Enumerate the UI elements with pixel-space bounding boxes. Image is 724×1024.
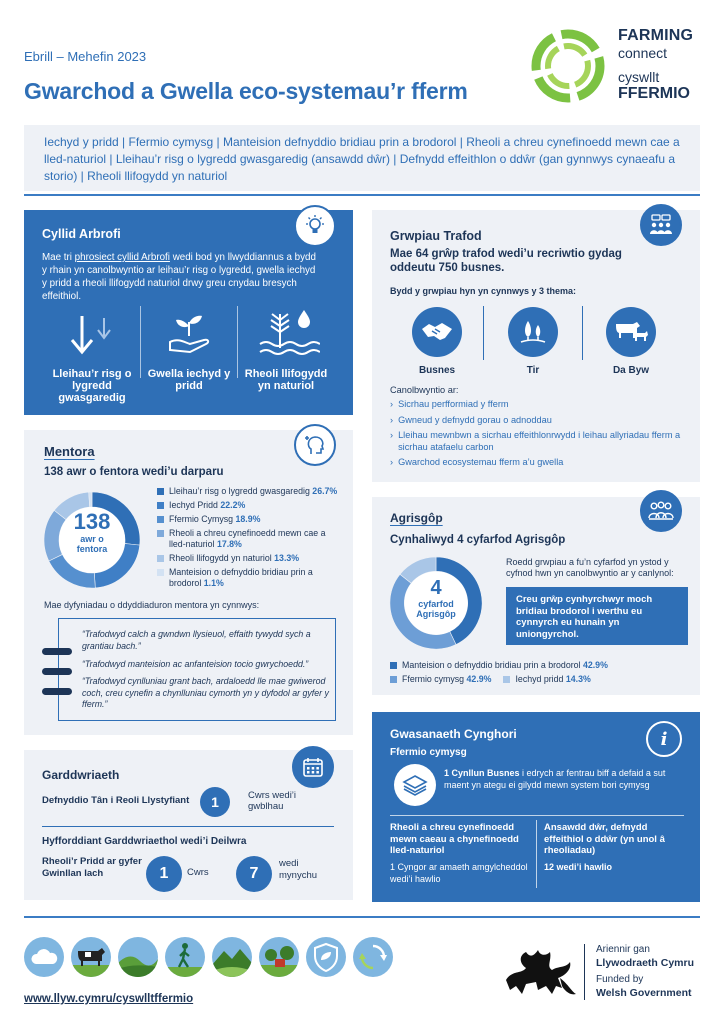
info-badge — [646, 721, 682, 757]
people-group-icon — [648, 500, 674, 522]
cow-icon — [71, 937, 111, 977]
gardd-row2-unit1: Cwrs — [187, 867, 209, 878]
quote-3: “Trafodwyd cynlluniau grant bach, ardaloedd lle mae gwiwerod coch, creu cynefin a chynlluniau cymorth yn y dyfodol ar gyfer y fferm.” — [82, 676, 329, 709]
cloud-icon — [24, 937, 64, 977]
grwpiau-headline: Mae 64 grŵp trafod wedi’u recriwtio gydag oddeutu 750 busnes. — [390, 248, 622, 274]
gwas-left-title: Rheoli a chreu cynefinoedd mewn caeau a chynefinoedd lled-naturiol — [390, 822, 519, 856]
info-icon: i — [660, 728, 668, 750]
plan-badge — [394, 764, 436, 806]
agri-legend: Manteision o defnyddio bridiau prin a brodorol 42.9% Ffermio cymysg 42.9% Iechyd pridd 14.3% — [390, 660, 690, 688]
legend-item: Rheoli a chreu cynefinoedd mewn cae a lled-naturiol 17.8% — [157, 528, 342, 550]
welsh-dragon-icon — [500, 940, 580, 1004]
gardd-row1-label: Defnyddio Tân i Reoli Llystyfiant — [42, 795, 190, 806]
agri-donut-number: 4 — [430, 577, 442, 599]
page-title: Gwarchod a Gwella eco-systemau’r fferm — [24, 78, 468, 104]
farming-connect-logo-text: FARMING connect cyswllt FFERMIO — [618, 27, 694, 102]
gardd-title: Garddwriaeth — [42, 768, 120, 782]
calendar-icon — [302, 756, 324, 778]
divider — [582, 306, 583, 360]
mentora-panel — [24, 430, 353, 735]
focus-item: › Sicrhau perfformiad y fferm — [390, 399, 509, 409]
lightbulb-icon — [303, 214, 327, 238]
agri-group-badge — [640, 490, 682, 532]
mentora-title: Mentora — [44, 444, 95, 459]
walker-icon — [165, 937, 205, 977]
cyllid-project-link[interactable]: phrosiect cyllid Arbrofi — [74, 252, 170, 263]
agri-intro: Roedd grwpiau a fu’n cyfarfod yn ystod y cyfnod hwn yn canolbwyntio ar y canlynol: — [506, 557, 674, 578]
mentor-badge — [294, 424, 336, 466]
gwas-subtitle: Ffermio cymysg — [390, 747, 467, 758]
chevron-right-icon: › — [390, 414, 394, 425]
chevron-right-icon: › — [390, 399, 394, 409]
farm-icon — [259, 937, 299, 977]
gardd-row1-number: 1 — [200, 787, 230, 817]
cyllid-outcome-soil: Gwella iechyd y pridd — [147, 368, 231, 392]
gwas-right-title: Ansawdd dŵr, defnydd effeithiol o ddŵr (yn unol â rheoliadau) — [544, 822, 665, 856]
agri-title: Agrisgôp — [390, 511, 443, 525]
business-theme-circle — [412, 307, 462, 357]
legend-swatch — [157, 555, 164, 562]
gardd-row2-number2: 7 — [236, 856, 272, 892]
mentor-head-icon — [302, 432, 328, 458]
gardd-row1-unit: Cwrs wedi’i gwblhau — [248, 790, 297, 812]
seedling-hand-icon — [164, 308, 214, 358]
lightbulb-badge — [294, 205, 336, 247]
livestock-icon — [613, 319, 649, 345]
land-theme-circle — [508, 307, 558, 357]
website-link[interactable]: www.llyw.cymru/cyswlltffermio — [24, 993, 194, 1005]
legend-item: Iechyd Pridd 22.2% — [157, 500, 342, 511]
mentora-donut-label: awr o fentora — [76, 534, 108, 554]
gwas-right-value: 12 wedi’i hawlio — [544, 862, 613, 872]
quote-1: “Trafodwyd calch a gwndwn llysieuol, effaith tywydd sych a grantiau bach.” — [82, 629, 311, 651]
quote-bar — [42, 688, 72, 695]
focus-item: › Gwneud y defnydd gorau o adnoddau — [390, 414, 552, 425]
gardd-row2-label: Rheoli’r Pridd ar gyfer Gwinllan Iach — [42, 856, 142, 879]
gardd-row2-number1: 1 — [146, 856, 182, 892]
agri-subtitle: Cynhaliwyd 4 cyfarfod Agrisgôp — [390, 534, 566, 546]
government-funding-notice: Ariennir gan Llywodraeth Cymru Funded by Welsh Government — [596, 944, 695, 999]
themes-summary: Iechyd y pridd | Ffermio cymysg | Manteision defnyddio bridiau prin a brodorol | Rheoli a chreu cynefinoedd mewn cae a lled-naturiol | Lleihau’r risg o lygredd gwasgaredig (ansawdd dŵr) | Defnydd effeithlon o ddŵr (gan gynnwys cynaeafu a storio) | Rheoli llifogydd yn naturiol — [24, 125, 700, 191]
quote-bar — [42, 668, 72, 675]
cyllid-description: Mae tri phrosiect cyllid Arbrofi wedi bod yn llwyddiannus a bydd y rhain yn canolbwyntio ar leihau’r risg o lygredd, gwella iechyd y pridd a rheoli llifogydd naturiol drwy greu cnydau bresych effeithiol. — [42, 252, 316, 302]
divider — [536, 820, 537, 888]
cyllid-outcome-pollution: Lleihau’r risg o lygredd gwasgaredig — [52, 368, 132, 404]
handshake-icon — [420, 319, 454, 345]
theme-label-livestock: Da Byw — [612, 365, 650, 376]
agri-callout: Creu grŵp cynhyrchwyr moch bridiau brodorol i werthu eu cynnyrch eu hunain yn uniongyrchol. — [506, 587, 688, 645]
theme-label-land: Tir — [526, 365, 540, 376]
gwas-title: Gwasanaeth Cynghori — [390, 727, 517, 741]
legend-item: Lleihau’r risg o lygredd gwasgaredig 26.7% — [157, 486, 342, 497]
theme-label-business: Busnes — [418, 365, 456, 376]
cyllid-title: Cyllid Arbrofi — [42, 227, 121, 241]
grwpiau-title: Grwpiau Trafod — [390, 229, 482, 243]
divider — [483, 306, 484, 360]
cyllid-outcome-flood: Rheoli llifogydd yn naturiol — [244, 368, 328, 392]
quote-2: “Trafodwyd manteision ac anfanteision tocio gwrychoedd.” — [82, 659, 309, 669]
flood-plant-icon — [258, 304, 320, 358]
legend-item: Rheoli llifogydd yn naturiol 13.3% — [157, 553, 342, 564]
divider — [584, 944, 585, 1000]
legend-swatch — [157, 569, 164, 576]
hills-icon — [212, 937, 252, 977]
group-badge — [640, 204, 682, 246]
mentora-quotes-intro: Mae dyfyniadau o ddyddiaduron mentora yn cynnwys: — [44, 600, 260, 610]
report-period: Ebrill – Mehefin 2023 — [24, 49, 147, 64]
legend-swatch — [503, 676, 510, 683]
legend-swatch — [390, 676, 397, 683]
focus-intro: Canolbwyntio ar: — [390, 385, 459, 395]
arrow-down-icon — [66, 312, 120, 360]
divider — [390, 815, 684, 816]
agri-donut-label: cyfarfod Agrisgôp — [416, 599, 456, 619]
grwpiau-themes-intro: Bydd y grwpiau hyn yn cynnwys y 3 thema: — [390, 286, 577, 296]
shield-leaf-icon — [306, 937, 346, 977]
legend-swatch — [157, 530, 164, 537]
grwpiau-trafod-panel — [372, 210, 700, 482]
gardd-row2-unit2: wedi mynychu — [279, 858, 318, 881]
focus-list — [390, 399, 682, 473]
discussion-group-icon — [648, 214, 674, 236]
gardd-section2-title: Hyfforddiant Garddwriaethol wedi’i Deilwra — [42, 836, 247, 847]
chevron-right-icon: › — [390, 457, 394, 467]
legend-swatch — [157, 502, 164, 509]
mentora-legend — [157, 486, 342, 592]
chevron-right-icon: › — [390, 430, 394, 440]
legend-item: Ffermio Cymysg 18.9% — [157, 514, 342, 525]
landscape-icon — [118, 937, 158, 977]
quote-bar — [42, 648, 72, 655]
focus-item: › Lleihau mewnbwn a sicrhau effeithlonrwydd i leihau allyriadau fferm a sicrhau atafaelu carbon — [390, 430, 681, 452]
focus-item: › Gwarchod ecosystemau fferm a’u gwella — [390, 457, 564, 467]
recycle-icon — [353, 937, 393, 977]
gwas-plan: 1 Cynllun Busnes i edrych ar fentrau biff a defaid a sut maent yn ategu ei gilydd mewn system bori cymysg — [444, 768, 666, 790]
divider — [24, 916, 700, 918]
trees-icon — [518, 317, 548, 347]
divider — [24, 194, 700, 196]
livestock-theme-circle — [606, 307, 656, 357]
mentora-donut-number: 138 — [73, 509, 111, 534]
farming-connect-logo-icon — [528, 26, 608, 106]
layers-icon — [402, 774, 428, 796]
calendar-badge — [292, 746, 334, 788]
mentora-subtitle: 138 awr o fentora wedi’u darparu — [44, 466, 224, 478]
legend-swatch — [157, 488, 164, 495]
legend-item: Manteision o defnyddio bridiau prin a brodorol 1.1% — [157, 567, 342, 589]
divider — [42, 826, 334, 827]
legend-swatch — [157, 516, 164, 523]
gwas-left-value: 1 Cyngor ar amaeth amgylcheddol wedi’i hawlio — [390, 862, 528, 884]
legend-swatch — [390, 662, 397, 669]
